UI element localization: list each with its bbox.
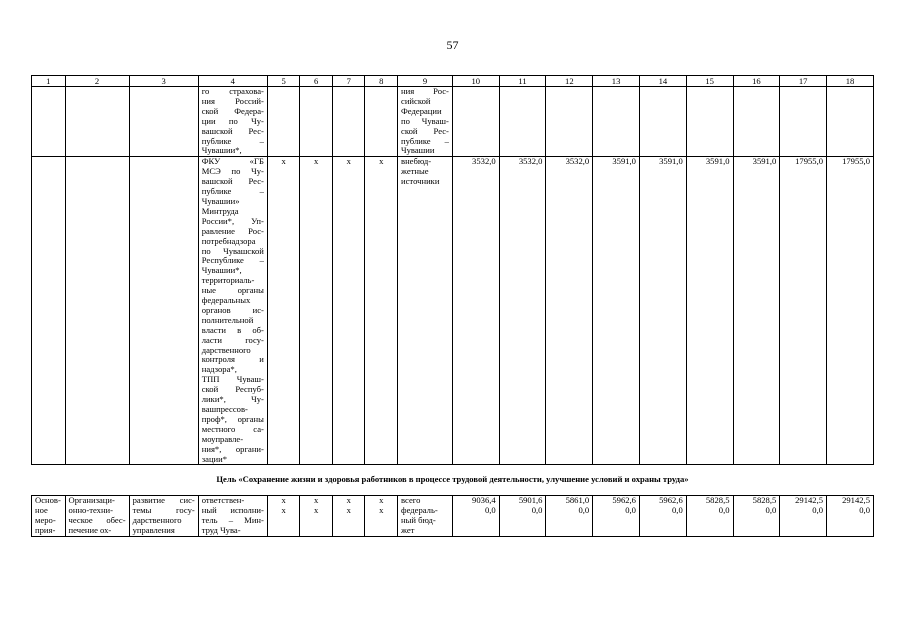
text-line: надзора*,: [201, 364, 237, 375]
value-cell: [639, 496, 686, 537]
table-row: [32, 496, 874, 537]
column-number: 3: [129, 76, 198, 87]
text-line: Организаци-: [68, 495, 115, 506]
text-line: дарственного: [132, 515, 182, 526]
table-row: [32, 87, 874, 157]
text-line: x: [314, 495, 319, 506]
text-line: местного са-: [201, 423, 264, 434]
cell-empty: [300, 87, 333, 157]
column-number: 2: [65, 76, 129, 87]
x-mark-cell: [332, 157, 365, 465]
text-line: вашпрессов-: [201, 404, 248, 414]
text-line: 3532,0: [565, 156, 590, 167]
text-line: Чувашии*,: [201, 265, 242, 276]
text-line: МСЭ по Чу-: [201, 166, 264, 177]
text-line: ния Россий-: [201, 95, 264, 106]
value-cell: [686, 157, 733, 465]
text-line: сийской: [401, 95, 431, 106]
text-line: 5962,6: [659, 495, 683, 506]
text-line: x: [379, 505, 384, 516]
column-number: 7: [332, 76, 365, 87]
text-line: территориаль-: [201, 275, 255, 286]
cell-empty: [129, 87, 198, 157]
value-cell: [546, 157, 593, 465]
text-line: Чувашии: [401, 145, 435, 156]
text-line: Республике –: [201, 255, 264, 266]
cell-empty: [593, 87, 640, 157]
cell-empty: [452, 87, 499, 157]
cell-empty: [733, 87, 780, 157]
text-line: зации*: [201, 453, 228, 464]
text-line: ответствен-: [201, 495, 245, 506]
text-line: ный бюд-: [401, 515, 436, 526]
text-line: x: [346, 156, 351, 167]
text-line: вашской Рес-: [201, 125, 264, 136]
text-line: 0,0: [765, 505, 777, 516]
column-number: 8: [365, 76, 398, 87]
text-line: ное: [35, 505, 48, 516]
text-line: потребнадзора: [201, 235, 256, 246]
activity-name-cell: [65, 496, 129, 537]
goal-title: Цель «Сохранение жизни и здоровья работников в процессе трудовой деятельности, улучшение условий и охраны труда»: [32, 465, 874, 496]
text-line: публике –: [201, 135, 264, 146]
text-line: 0,0: [484, 505, 496, 516]
value-cell: [780, 157, 827, 465]
cell-empty: [686, 87, 733, 157]
value-cell: [499, 496, 546, 537]
text-line: ции по Чу-: [201, 115, 264, 126]
text-line: 0,0: [859, 505, 870, 516]
column-number: 5: [267, 76, 300, 87]
text-line: 9036,4: [472, 495, 496, 506]
x-mark-cell: [300, 157, 333, 465]
text-line: проф*, органы: [201, 413, 264, 424]
text-line: ния Рос-: [401, 86, 449, 96]
text-line: x: [281, 156, 286, 167]
text-line: 17955,0: [795, 156, 824, 167]
text-line: 5828,5: [705, 495, 730, 506]
text-line: равление Рос-: [201, 225, 264, 236]
text-line: 0,0: [578, 505, 590, 516]
cell-empty: [639, 87, 686, 157]
text-line: ния*, органи-: [201, 443, 264, 454]
value-cell: [546, 496, 593, 537]
text-line: Чувашии»: [201, 195, 240, 206]
text-line: труд Чува-: [201, 525, 241, 536]
activity-type-cell: [32, 496, 66, 537]
cell-empty: [267, 87, 300, 157]
text-line: 3532,0: [518, 156, 543, 167]
text-line: вашской Рес-: [201, 176, 264, 187]
column-number: 4: [198, 76, 267, 87]
text-line: 0,0: [812, 505, 824, 516]
text-line: 3532,0: [472, 156, 496, 167]
text-line: федераль-: [401, 505, 438, 516]
activity-goal-cell: [129, 496, 198, 537]
value-cell: [733, 496, 780, 537]
value-cell: [639, 157, 686, 465]
text-line: x: [314, 505, 319, 516]
text-line: дарственного: [201, 344, 251, 355]
text-line: 0,0: [672, 505, 683, 516]
column-number: 11: [499, 76, 546, 87]
text-line: темы госу-: [132, 505, 195, 516]
text-line: всего: [401, 495, 421, 506]
value-cell: [593, 496, 640, 537]
text-line: лики*, Чу-: [201, 394, 264, 405]
text-line: 5828,5: [752, 495, 777, 506]
text-line: источники: [401, 176, 440, 187]
column-number: 10: [452, 76, 499, 87]
text-line: ФКУ «ГБ: [201, 156, 264, 167]
column-number: 13: [593, 76, 640, 87]
x-mark-cell: [365, 157, 398, 465]
cell-empty: [780, 87, 827, 157]
text-line: жет: [401, 525, 415, 536]
text-line: 29142,5: [795, 495, 824, 506]
text-line: Федерации: [401, 105, 442, 116]
x-mark-cell: [267, 496, 300, 537]
x-mark-cell: [332, 496, 365, 537]
text-line: 3591,0: [705, 156, 730, 167]
text-line: полнительной: [201, 314, 254, 325]
table-row: [32, 157, 874, 465]
cell-empty: [32, 87, 66, 157]
column-number: 15: [686, 76, 733, 87]
cell-empty: [65, 87, 129, 157]
value-cell: [827, 157, 874, 465]
text-line: управления: [132, 525, 175, 536]
cell-empty: [365, 87, 398, 157]
column-number: 14: [639, 76, 686, 87]
text-line: контроля и: [201, 354, 264, 365]
text-line: жетные: [401, 166, 429, 177]
text-line: 5901,6: [518, 495, 543, 506]
text-line: внебюд-: [401, 156, 432, 167]
executor-cell: [198, 87, 267, 157]
text-line: онно-техни-: [68, 505, 114, 516]
value-cell: [593, 157, 640, 465]
text-line: Чувашии*,: [201, 145, 242, 156]
program-table: [31, 75, 874, 537]
text-line: прия-: [35, 525, 56, 536]
text-line: 3591,0: [659, 156, 683, 167]
column-number: 18: [827, 76, 874, 87]
text-line: 5861,0: [565, 495, 590, 506]
text-line: 0,0: [625, 505, 636, 516]
column-number-row: [32, 76, 874, 87]
value-cell: [827, 496, 874, 537]
text-line: публике –: [201, 186, 264, 197]
funding-source-cell: [398, 496, 453, 537]
text-line: 5962,6: [612, 495, 636, 506]
value-cell: [733, 157, 780, 465]
column-number: 12: [546, 76, 593, 87]
text-line: ласти госу-: [201, 334, 264, 345]
column-number: 16: [733, 76, 780, 87]
text-line: Минтруда: [201, 205, 239, 216]
text-line: печение ох-: [68, 525, 112, 536]
text-line: меро-: [35, 515, 56, 526]
column-number: 9: [398, 76, 453, 87]
executor-cell: [198, 157, 267, 465]
text-line: России*, Уп-: [201, 215, 264, 226]
value-cell: [499, 157, 546, 465]
text-line: ской Рес-: [401, 125, 449, 136]
text-line: x: [379, 156, 384, 167]
text-line: 17955,0: [842, 156, 870, 167]
text-line: го страхова-: [201, 86, 264, 96]
value-cell: [452, 496, 499, 537]
text-line: органов ис-: [201, 304, 264, 315]
text-line: ТПП Чуваш-: [201, 374, 264, 385]
text-line: 3591,0: [752, 156, 777, 167]
column-number: 6: [300, 76, 333, 87]
x-mark-cell: [300, 496, 333, 537]
text-line: власти в об-: [201, 324, 264, 335]
text-line: Основ-: [35, 495, 61, 506]
funding-source-cell: [398, 87, 453, 157]
value-cell: [452, 157, 499, 465]
executor-cell: [198, 496, 267, 537]
text-line: 0,0: [718, 505, 730, 516]
text-line: x: [281, 495, 286, 506]
cell-empty: [827, 87, 874, 157]
text-line: публике –: [401, 135, 449, 146]
cell-empty: [65, 157, 129, 465]
text-line: 3591,0: [612, 156, 636, 167]
goal-row: [32, 465, 874, 496]
text-line: 0,0: [531, 505, 543, 516]
funding-source-cell: [398, 157, 453, 465]
text-line: по Чуваш-: [401, 115, 449, 126]
text-line: федеральных: [201, 295, 251, 306]
text-line: x: [346, 505, 351, 516]
cell-empty: [546, 87, 593, 157]
x-mark-cell: [267, 157, 300, 465]
cell-empty: [499, 87, 546, 157]
text-line: ные органы: [201, 285, 264, 296]
text-line: ный исполни-: [201, 505, 264, 516]
cell-empty: [32, 157, 66, 465]
column-number: 1: [32, 76, 66, 87]
text-line: по Чувашской: [201, 245, 264, 256]
text-line: x: [346, 495, 351, 506]
value-cell: [780, 496, 827, 537]
page-number: 57: [446, 38, 459, 52]
text-line: моуправле-: [201, 433, 244, 444]
text-line: 29142,5: [842, 495, 870, 506]
value-cell: [686, 496, 733, 537]
text-line: развитие сис-: [132, 495, 195, 506]
text-line: x: [314, 156, 319, 167]
cell-empty: [129, 157, 198, 465]
text-line: x: [281, 505, 286, 516]
cell-empty: [332, 87, 365, 157]
text-line: ской Респуб-: [201, 384, 264, 395]
text-line: ческое обес-: [68, 515, 126, 526]
text-line: ской Федера-: [201, 105, 264, 116]
x-mark-cell: [365, 496, 398, 537]
text-line: x: [379, 495, 384, 506]
column-number: 17: [780, 76, 827, 87]
text-line: тель – Мин-: [201, 515, 264, 526]
